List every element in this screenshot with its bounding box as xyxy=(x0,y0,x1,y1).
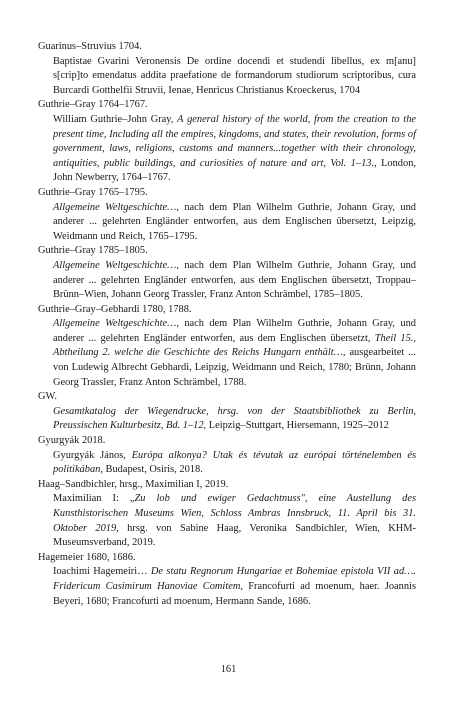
citation-text: Ioachimi Hagemeiri… xyxy=(53,566,151,578)
citation-text: Baptistae Gvarini Veronensis De ordine docendi et studendi libellus, ex m[anu] s[crip]to emendatus addita praefatione de formandorum studiorum scriptoribus, cura Burcardi Gotthelfii Struvii, Ienae, Henricus Christianus Kroeckerus, 1704 xyxy=(53,55,416,96)
citation-title-text: De statu Regnorum Hungariae et Bohemiae epistola VII ad…. Fridericum Casimirum Hanoviae Comitem, xyxy=(53,566,416,592)
citation-text: , nach dem Plan Wilhelm Guthrie, Johann Gray, und anderer ... gelehrten Engländer entworfen, aus dem Englischen übersetzt, Troppau–Brünn–Wien, Johann Georg Trassler, Franz Anton Schrämbel, 1785–1805. xyxy=(53,259,416,301)
citation-text: Maximilian I: „ xyxy=(53,493,135,505)
bibliography-entry xyxy=(38,551,416,609)
entry-short-title: Guthrie–Gray 1765–1795. xyxy=(38,186,148,198)
entry-citation xyxy=(38,492,416,550)
entry-short-title: GW. xyxy=(38,391,57,403)
entry-short-title: Guthrie–Gray 1785–1805. xyxy=(38,245,148,257)
citation-title-text: Theil 15., Abtheilung 2. welche die Geschichte des Reichs Hungarn enthält… xyxy=(53,332,416,359)
citation-title-text: A general history of the world, from the creation to the present time, Including all the empires, kingdoms, and states, their revolution, forms of government, laws, religions, customs and manners...together with their chronology, antiquities, public buildings, and curiosities of nature and art, Vol. 1–13. xyxy=(53,113,417,169)
bibliography-entry xyxy=(38,244,416,302)
citation-title-text: Allgemeine Weltgeschichte… xyxy=(53,201,177,213)
bibliography-entry xyxy=(38,40,416,98)
citation-title-text: Zu lob und ewiger Gedachtnuss", eine Austellung des Kunsthistorischen Museums Wien, Schloss Ambras Innsbruck, 11. April bis 31. Oktober 2019 xyxy=(53,493,416,534)
entry-short-title: Guthrie–Gray 1764–1767. xyxy=(38,99,148,111)
bibliography-entry xyxy=(38,303,416,391)
entry-citation xyxy=(38,317,416,390)
citation-title-text: Allgemeine Weltgeschichte… xyxy=(53,259,177,271)
entry-citation xyxy=(38,565,416,609)
entry-citation xyxy=(38,55,416,99)
bibliography-list xyxy=(38,40,416,609)
entry-citation xyxy=(38,449,416,478)
citation-text: Budapest, Osiris, 2018. xyxy=(102,464,203,476)
bibliography-entry xyxy=(38,478,416,551)
entry-citation xyxy=(38,201,416,245)
bibliography-entry xyxy=(38,186,416,244)
bibliography-entry xyxy=(38,434,416,478)
citation-title-text: Gesamtkatalog der Wiegendrucke, hrsg. von der Staatsbibliothek zu Berlin, Preussischen Kulturbesitz, Bd. 1–12, xyxy=(53,405,416,432)
entry-citation xyxy=(38,405,416,434)
entry-short-title: Guarinus–Struvius 1704. xyxy=(38,41,142,52)
entry-citation xyxy=(38,113,416,186)
entry-short-title: Hagemeier 1680, 1686. xyxy=(38,551,136,563)
entry-short-title: Gyurgyák 2018. xyxy=(38,435,106,447)
citation-text: , ausgearbeitet ... von Ludewig Albrecht Gebhardi, Leipzig, Weidmann und Reich, 1780; Brünn, Johann Georg Trassler, Franz Anton Schrämbel, 1788. xyxy=(53,347,416,388)
citation-text: , London, John Newberry, 1764–1767. xyxy=(53,157,416,184)
entry-short-title: Haag–Sandbichler, hrsg., Maximilian I, 2019. xyxy=(38,478,229,490)
citation-title-text: Allgemeine Weltgeschichte… xyxy=(53,318,177,330)
citation-text: , nach dem Plan Wilhelm Guthrie, Johann Gray, und anderer ... gelehrten Engländer entworfen, aus dem Englischen übersetzt, Leipzig, Weidmann und Reich, 1765–1795. xyxy=(53,201,416,242)
citation-text: Leipzig–Stuttgart, Hiersemann, 1925–2012 xyxy=(206,420,389,432)
citation-text: , hrsg. von Sabine Haag, Veronika Sandbichler, Wien, KHM-Museumsverband, 2019. xyxy=(53,522,416,549)
bibliography-entry xyxy=(38,390,416,434)
entry-citation xyxy=(38,259,416,303)
bibliography-entry xyxy=(38,98,416,186)
citation-text: Gyurgyák János, xyxy=(53,449,132,461)
citation-text: Francofurti ad moenum, haer. Joannis Beyeri, 1680; Francofurti ad moenum, Hermann Sande, 1686. xyxy=(53,580,416,607)
page-number: 161 xyxy=(220,664,237,675)
citation-text: William Guthrie–John Gray, xyxy=(53,113,178,125)
citation-text: , nach dem Plan Wilhelm Guthrie, Johann Gray, und anderer ... gelehrten Engländer entworfen, aus dem Englischen übersetzt, xyxy=(53,318,416,344)
citation-title-text: Európa alkonya? Utak és tévutak az európai történelemben és politikában, xyxy=(53,449,416,476)
entry-short-title: Guthrie–Gray–Gebhardi 1780, 1788. xyxy=(38,303,192,315)
